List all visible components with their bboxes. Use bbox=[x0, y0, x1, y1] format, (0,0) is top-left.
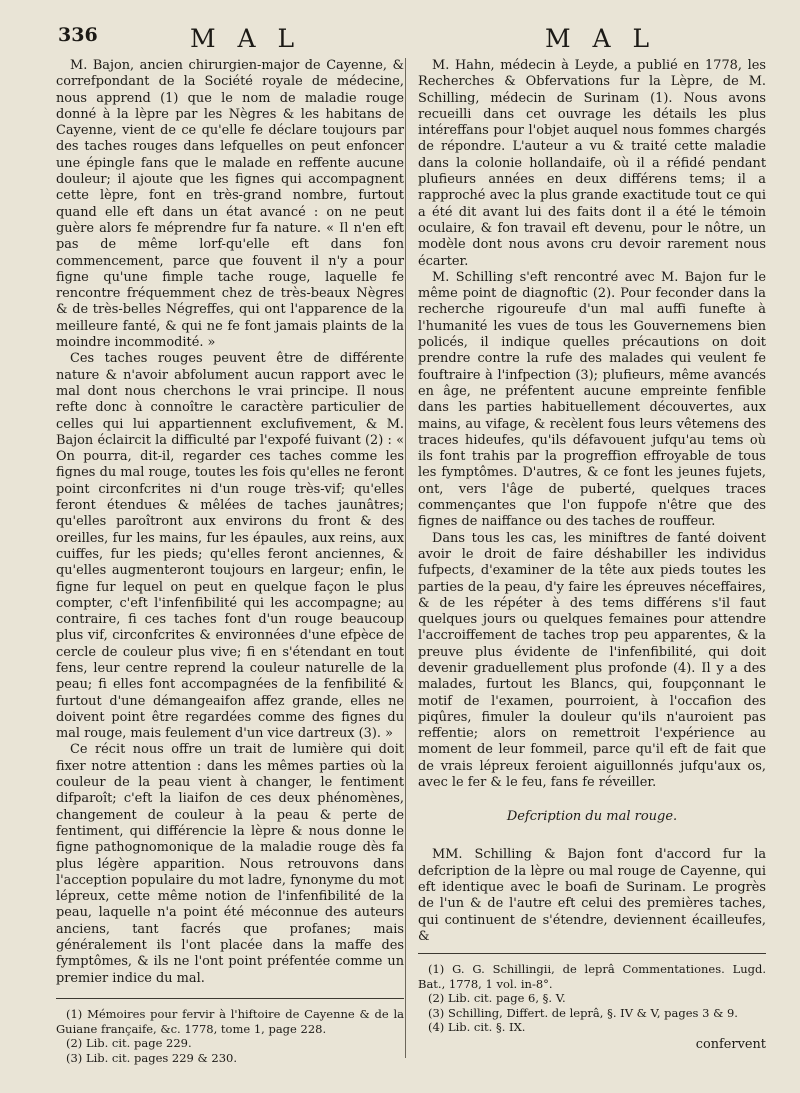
footnote: (1) Mémoires pour fervir à l'hiftoire de Cayenne & de la Guiane françaife, &c. 1778, tome 1, page 228. bbox=[56, 1007, 404, 1036]
footnote: (2) Lib. cit. page 6, §. V. bbox=[428, 991, 566, 1005]
footnote: (1) G. G. Schillingii, de leprâ Commentationes. Lugd. Bat., 1778, 1 vol. in-8°. bbox=[418, 962, 766, 991]
paragraph: M. Schilling s'eft rencontré avec M. Bajon fur le même point de diagnoftic (2). Pour feconder dans la recherche rigoureufe d'un mal auffi funefte à l'humanité les vues de tous les Gouvernemens bien policés, il indique quelles précautions on doit prendre contre la rufe des malades qui veulent fe fouftraire à l'infpection (3); plufieurs, même avancés en âge, ne préfentent aucune empreinte fenfible dans les parties habituellement découvertes, aux mains, au vifage, & recèlent fous leurs vêtemens des traces hideufes, qu'ils défavouent jufqu'au tems où ils font trahis par la progreffion effroyable de tous les fymptômes. D'autres, & ce font les jeunes fujets, ont, vers l'âge de puberté, quelques traces commençantes que l'on fuppofe n'être que des fignes de naiffance ou des taches de rouffeur. bbox=[418, 269, 766, 530]
footnote-rule bbox=[56, 998, 404, 999]
page-number: 336 bbox=[58, 24, 98, 46]
paragraph: M. Hahn, médecin à Leyde, a publié en 1778, les Recherches & Obfervations fur la Lèpre, de M. Schilling, médecin de Surinam (1). Nous avons recueilli dans cet ouvrage les détails les plus intéreffans pour l'objet auquel nous fommes chargés de répondre. L'auteur a vu & traité cette maladie dans la colonie hollandaife, où il a réfidé pendant plufieurs années en deux différens tems; il a rapproché avec la plus grande exactitude tout ce qui a été dit avant lui des faits dont il a été le témoin oculaire, & fon travail eft devenu, pour le nôtre, un modèle dont nous avons cru devoir rarement nous écarter. bbox=[418, 58, 766, 269]
paragraph: Ces taches rouges peuvent être de différente nature & n'avoir abfolument aucun rapport avec le mal dont nous cherchons le vrai principe. Il nous refte donc à connoître le caractère particulier de celles qui lui appartiennent exclufivement, & M. Bajon éclaircit la difficulté par l'expofé fuivant (2) : « On pourra, dit-il, regarder ces taches comme les fignes du mal rouge, toutes les fois qu'elles ne feront point circonfcrites ni d'un rouge très-vif; qu'elles feront étendues & mêlées de taches jaunâtres; qu'elles paroîtront aux environs du front & des oreilles, fur les mains, fur les épaules, aux reins, aux cuiffes, fur les pieds; qu'elles feront anciennes, & qu'elles augmenteront toujours en largeur; enfin, le figne fur lequel on peut en quelque façon le plus compter, c'eft l'infenfibilité qui les accompagne; au contraire, fi ces taches font d'un rouge beaucoup plus vif, circonfcrites & environnées d'une efpèce de cercle de couleur plus vive; fi en s'étendant en tout fens, leur centre reprend la couleur naturelle de la peau; fi elles font accompagnées de la fenfibilité & furtout d'une démangeaifon affez grande, elles ne doivent point être regardées comme des fignes du mal rouge, mais feulement d'un vice dartreux (3). » bbox=[56, 351, 404, 742]
right-footnotes bbox=[418, 943, 766, 1052]
footnote: (2) Lib. cit. page 229. bbox=[66, 1036, 192, 1050]
footnote-rule bbox=[418, 953, 766, 954]
column-divider bbox=[405, 58, 406, 1058]
paragraph: M. Bajon, ancien chirurgien-major de Cayenne, & correfpondant de la Société royale de médecine, nous apprend (1) que le nom de maladie rouge donné à la lèpre par les Nègres & les habitans de Cayenne, vient de ce qu'elle fe déclare toujours par des taches rouges dans lefquelles on peut enfoncer une épingle fans que le malade en reffente aucune douleur; il ajoute que les fignes qui accompagnent cette lèpre, font en très-grand nombre, furtout quand elle eft dans un état avancé : on ne peut guère alors fe méprendre fur fa nature. « Il n'en eft pas de même lorf-qu'elle eft dans fon commencement, parce que fouvent il n'y a pour figne qu'une fimple tache rouge, laquelle fe rencontre fréquemment chez de très-beaux Nègres & de très-belles Négreffes, qui ont l'apparence de la meilleure fanté, & qui ne fe font jamais plaints de la moindre incommodité. » bbox=[56, 58, 404, 351]
paragraph: Dans tous les cas, les miniftres de fanté doivent avoir le droit de faire déshabiller les individus fufpects, d'examiner de la tête aux pieds toutes les parties de la peau, d'y faire les épreuves néceffaires, & de les répéter à des tems différens s'il faut quelques jours ou quelques femaines pour attendre l'accroiffement de taches trop peu apparentes, & la preuve plus évidente de l'infenfibilité, qui doit devenir graduellement plus profonde (4). Il y a des malades, furtout les Blancs, qui, foupçonnant le motif de l'examen, pourroient, à l'occafion des piqûres, fimuler la douleur qu'ils n'auroient pas reffentie; alors on remettroit l'expérience au moment de leur fommeil, parce qu'il eft de fait que de vrais lépreux feroient aiguillonnés jufqu'aux os, avec le fer & le feu, fans fe réveiller. bbox=[418, 530, 766, 791]
footnote: (3) Schilling, Differt. de leprâ, §. IV & V, pages 3 & 9. bbox=[428, 1005, 738, 1020]
footnote: (4) Lib. cit. §. IX. bbox=[428, 1020, 526, 1034]
running-title-right: M A L bbox=[545, 24, 657, 53]
catchword: confervent bbox=[695, 1036, 766, 1052]
footnote: (3) Lib. cit. pages 229 & 230. bbox=[66, 1050, 238, 1065]
paragraph: Ce récit nous offre un trait de lumière qui doit fixer notre attention : dans les mêmes parties où la couleur de la peau vient à changer, le fentiment difparoît; c'eft la liaifon de ces deux phénomènes, changement de couleur à la peau & perte de fentiment, qui différencie la lèpre & nous donne le figne pathognomonique de la maladie rouge dès fa plus légère apparition. Nous retrouvons dans l'acception populaire du mot ladre, fynonyme du mot lépreux, cette même notion de l'infenfibilité de la peau, laquelle n'a point été méconnue des auteurs anciens, tant facrés que profanes; mais généralement ils l'ont placée dans la maffe des fymptômes, & ils ne l'ont point préfentée comme un premier indice du mal. bbox=[56, 742, 404, 986]
left-footnotes bbox=[56, 988, 404, 1065]
left-column bbox=[56, 58, 404, 987]
running-title-left: M A L bbox=[190, 24, 302, 53]
section-heading: Defcription du mal rouge. bbox=[506, 809, 678, 825]
paragraph: MM. Schilling & Bajon font d'accord fur la defcription de la lèpre ou mal rouge de Cayenne, qui eft identique avec le boafi de Surinam. Le progrès de l'un & de l'autre eft celui des premières taches, qui continuent de s'étendre, deviennent écailleufes, & bbox=[418, 847, 766, 944]
running-header bbox=[0, 24, 800, 54]
right-column bbox=[418, 58, 766, 945]
